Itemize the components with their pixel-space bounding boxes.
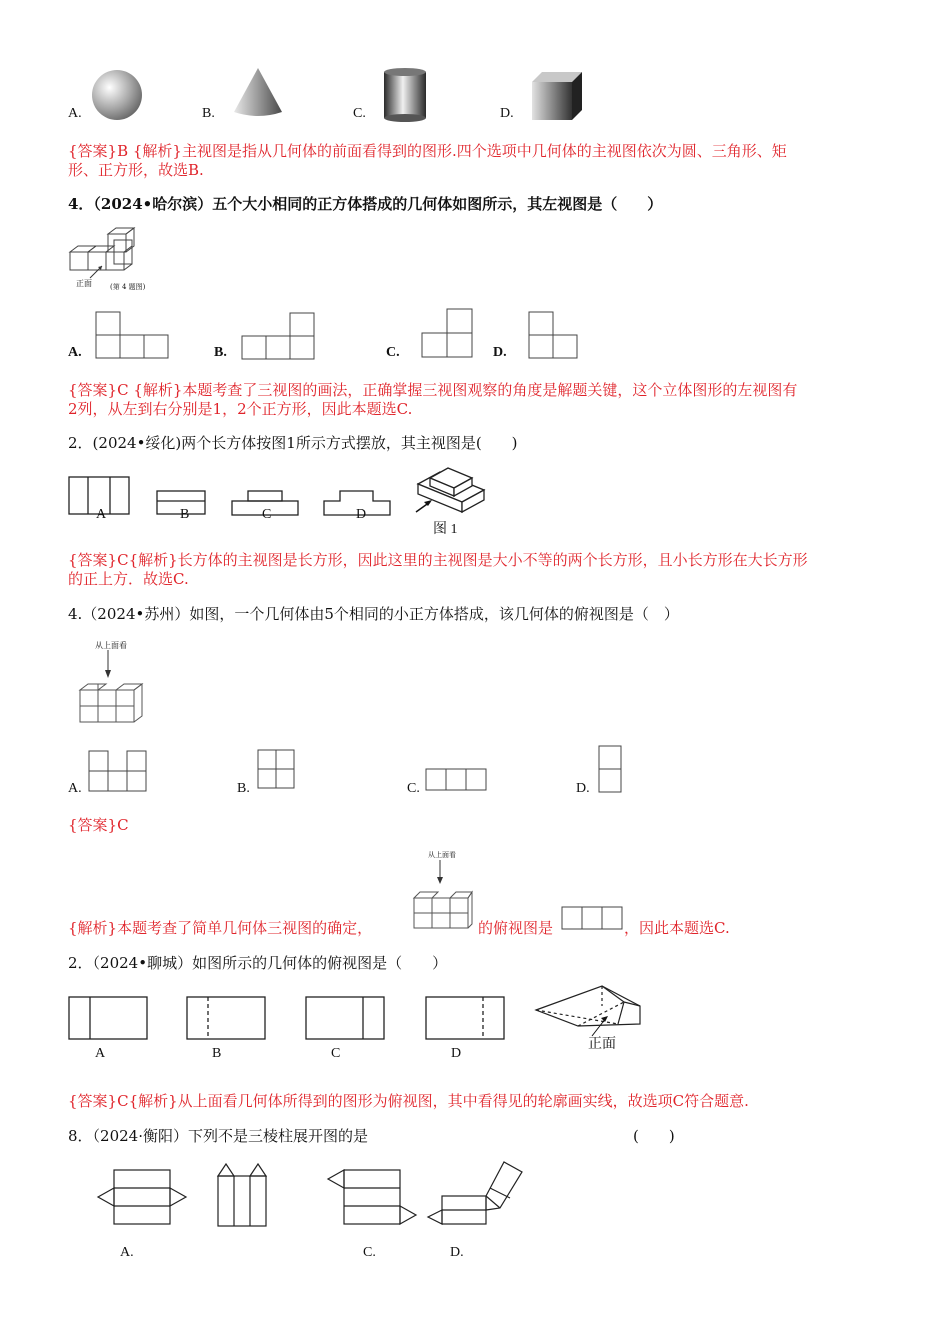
- q2-liaocheng-option-d-label: D: [451, 1046, 462, 1061]
- cylinder-figure: [382, 66, 432, 126]
- q4-suzhou-analysis-mid: 的俯视图是: [478, 919, 554, 937]
- q2-suihua-option-a-label: A: [96, 507, 107, 522]
- q4-harbin-answer-line2: 2列，从左到右分别是1，2个正方形，因此本题选C.: [68, 400, 413, 418]
- q4-harbin-answer-line1: {答案}C {解析}本题考查了三视图的画法，正确掌握三视图观察的角度是解题关键，这个立体图形的左视图有: [68, 381, 798, 399]
- q2-liaocheng-option-a-label: A: [95, 1046, 106, 1061]
- option-d-label: D.: [500, 106, 514, 121]
- q4-harbin-option-c-figure: [421, 308, 477, 358]
- q2-liaocheng-option-b-figure: [186, 996, 268, 1042]
- q2-liaocheng-answer: {答案}C{解析}从上面看几何体所得到的图形为俯视图，其中看得见的轮廓画实线，故选项C符合题意.: [68, 1092, 749, 1110]
- q2-suihua-stem: 2．(2024•绥化)两个长方体按图1所示方式摆放，其主视图是( ): [68, 434, 518, 452]
- q4-suzhou-analysis-after: ，因此本题选C.: [624, 919, 730, 937]
- q2-suihua-option-d-label: D: [356, 507, 367, 522]
- q4-suzhou-option-b-label: B.: [237, 781, 250, 796]
- q4-suzhou-cubes-figure: [78, 648, 144, 724]
- q2-liaocheng-front-label: 正面: [588, 1037, 616, 1052]
- q4-suzhou-option-c-figure: [425, 768, 491, 792]
- q4-suzhou-analysis-before: {解析}本题考查了简单几何体三视图的确定，: [68, 919, 373, 937]
- q2-suihua-fig-caption: 图 1: [433, 522, 458, 537]
- q8-option-b-net-figure: [215, 1160, 271, 1230]
- prev-answer-line2: 形、正方形，故选B.: [68, 161, 204, 179]
- sphere-figure: [90, 68, 150, 122]
- q4-harbin-front-label: 正面: [76, 279, 92, 288]
- q2-liaocheng-option-c-figure: [305, 996, 387, 1042]
- q8-option-c-net-figure: [326, 1168, 420, 1228]
- q4-suzhou-small-fig-label: 从上面看: [428, 851, 456, 859]
- q8-hengyang-paren: ( ): [633, 1127, 675, 1145]
- q4-harbin-option-c-label: C.: [386, 345, 400, 360]
- q2-liaocheng-option-c-label: C: [331, 1046, 341, 1061]
- q8-option-c-label: C.: [363, 1245, 376, 1260]
- q4-suzhou-stem: 4.（2024•苏州）如图，一个几何体由5个相同的小正方体搭成，该几何体的俯视图是（ ）: [68, 605, 679, 623]
- q4-suzhou-option-d-figure: [598, 745, 624, 795]
- q2-suihua-option-b-label: B: [180, 507, 190, 522]
- q4-suzhou-small-cubes-figure: [412, 858, 474, 932]
- q4-harbin-stem: 4．（2024•哈尔滨）五个大小相同的正方体搭成的几何体如图所示，其左视图是（ ）: [68, 195, 663, 213]
- q2-suihua-option-c-label: C: [262, 507, 272, 522]
- q4-harbin-fig-caption: (第 4 题图): [110, 283, 146, 291]
- q2-liaocheng-stem: 2．（2024•聊城）如图所示的几何体的俯视图是（ ）: [68, 954, 448, 972]
- q4-harbin-option-b-figure: [241, 312, 319, 360]
- q2-suihua-answer-line1: {答案}C{解析}长方体的主视图是长方形，因此这里的主视图是大小不等的两个长方形，且小长方形在大长方形: [68, 551, 808, 569]
- option-c-label: C.: [353, 106, 366, 121]
- q2-suihua-boxes-figure: [410, 466, 490, 520]
- q4-suzhou-option-a-figure: [88, 750, 148, 794]
- q8-hengyang-stem: 8．（2024·衡阳）下列不是三棱柱展开图的是: [68, 1127, 368, 1145]
- cone-figure: [232, 66, 292, 122]
- q8-option-d-label: D.: [450, 1245, 464, 1260]
- q4-suzhou-option-a-label: A.: [68, 781, 82, 796]
- q4-suzhou-small-topview-figure: [561, 906, 627, 932]
- q4-suzhou-fig-label: 从上面看: [95, 641, 127, 650]
- q4-harbin-option-a-label: A.: [68, 345, 82, 360]
- q2-liaocheng-option-b-label: B: [212, 1046, 222, 1061]
- q4-suzhou-option-d-label: D.: [576, 781, 590, 796]
- prev-answer-line1: {答案}B {解析}主视图是指从几何体的前面看得到的图形.四个选项中几何体的主视图依次为圆、三角形、矩: [68, 142, 787, 160]
- q8-option-a-net-figure: [96, 1168, 192, 1228]
- option-a-label: A.: [68, 106, 82, 121]
- cube-figure: [530, 70, 586, 124]
- q8-option-d-net-figure: [426, 1158, 526, 1228]
- q4-harbin-option-d-label: D.: [493, 345, 507, 360]
- q2-liaocheng-option-d-figure: [425, 996, 507, 1042]
- option-b-label: B.: [202, 106, 215, 121]
- q4-harbin-option-a-figure: [95, 311, 173, 359]
- q8-option-a-label: A.: [120, 1245, 134, 1260]
- q4-harbin-option-d-figure: [528, 311, 584, 359]
- q4-suzhou-option-b-figure: [257, 749, 297, 791]
- q4-suzhou-answer: {答案}C: [68, 816, 129, 834]
- q4-harbin-option-b-label: B.: [214, 345, 227, 360]
- q2-liaocheng-option-a-figure: [68, 996, 150, 1042]
- q2-suihua-answer-line2: 的正上方．故选C.: [68, 570, 189, 588]
- q4-suzhou-option-c-label: C.: [407, 781, 420, 796]
